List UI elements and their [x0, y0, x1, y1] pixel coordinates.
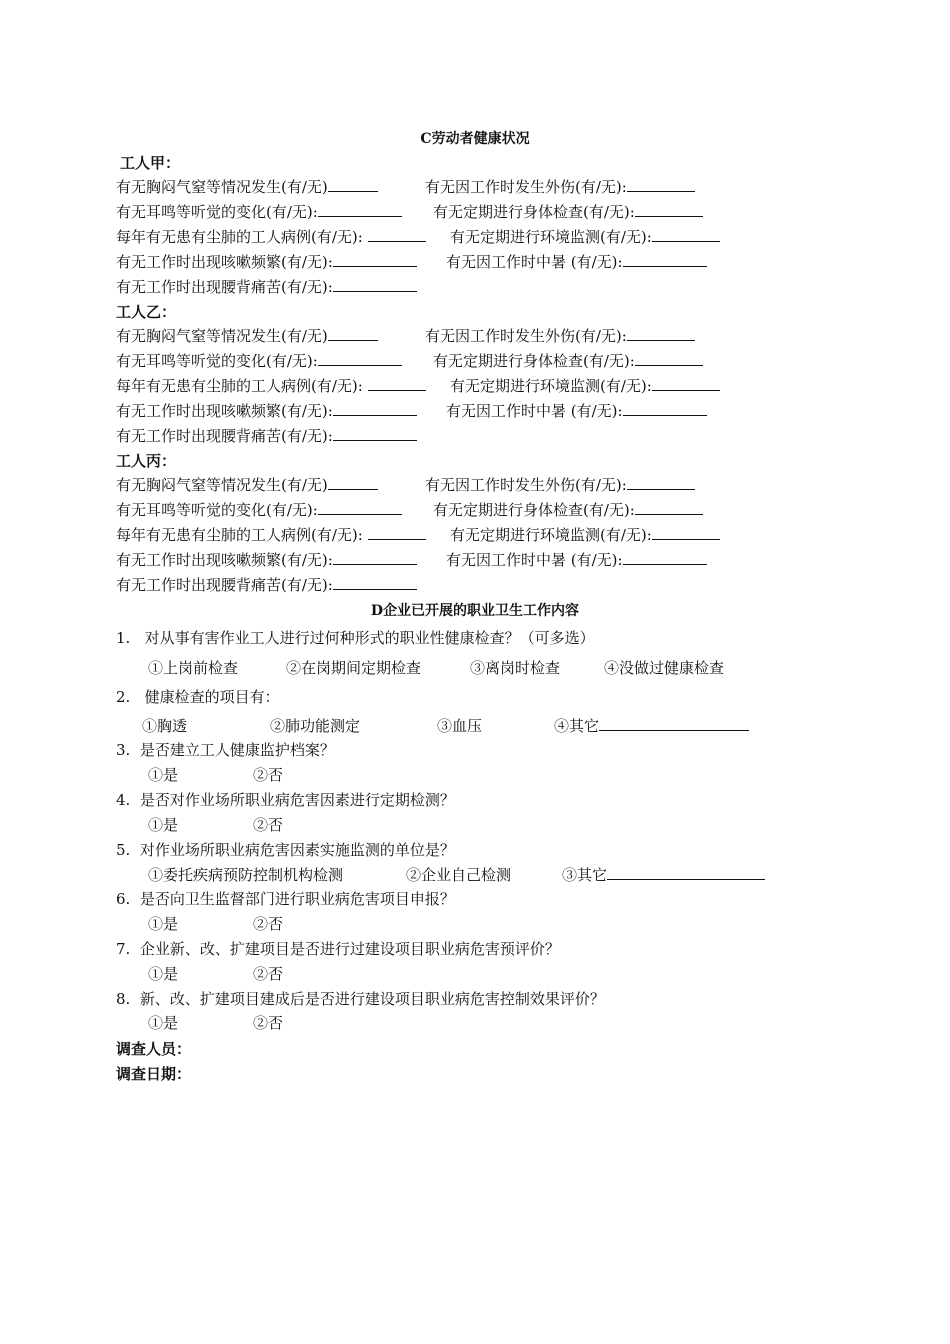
- d-q2-option-4[interactable]: ④其它: [554, 716, 749, 736]
- section-d-title: D企业已开展的职业卫生工作内容: [370, 603, 580, 619]
- worker-c-q8: 有无因工作时中暑 (有/无):: [446, 550, 707, 570]
- d-question-3: 3. 是否建立工人健康监护档案？: [116, 741, 335, 759]
- d-question-2: 2. 健康检查的项目有：: [116, 688, 280, 706]
- worker-a-q7: 有无工作时出现咳嗽频繁(有/无):: [116, 252, 417, 272]
- worker-c-q9: 有无工作时出现腰背痛苦(有/无):: [116, 575, 417, 595]
- worker-a-q8: 有无因工作时中暑 (有/无):: [446, 252, 707, 272]
- worker-a-q1: 有无胸闷气窒等情况发生(有/无): [116, 177, 378, 197]
- d-q4-option-yes[interactable]: ①是: [148, 816, 179, 834]
- worker-b-q3: 有无耳鸣等听觉的变化(有/无):: [116, 351, 402, 371]
- d-question-8: 8. 新、改、扩建项目建成后是否进行建设项目职业病危害控制效果评价？: [116, 990, 605, 1008]
- worker-b-label: 工人乙：: [116, 303, 177, 321]
- worker-a-q2: 有无因工作时发生外伤(有/无):: [425, 177, 695, 197]
- worker-b-q1: 有无胸闷气窒等情况发生(有/无): [116, 326, 378, 346]
- worker-b-q9: 有无工作时出现腰背痛苦(有/无):: [116, 426, 417, 446]
- worker-a-q4: 有无定期进行身体检查(有/无):: [433, 202, 703, 222]
- d-question-4: 4. 是否对作业场所职业病危害因素进行定期检测？: [116, 791, 455, 809]
- d-q5-option-1[interactable]: ①委托疾病预防控制机构检测: [148, 866, 344, 884]
- d-q7-option-no[interactable]: ②否: [253, 965, 284, 983]
- d-q1-option-1[interactable]: ①上岗前检查: [148, 659, 239, 677]
- d-q3-option-no[interactable]: ②否: [253, 766, 284, 784]
- worker-a-q3: 有无耳鸣等听觉的变化(有/无):: [116, 202, 402, 222]
- d-q6-option-yes[interactable]: ①是: [148, 915, 179, 933]
- worker-c-q6: 有无定期进行环境监测(有/无):: [450, 525, 720, 545]
- d-q5-option-2[interactable]: ②企业自己检测: [406, 866, 512, 884]
- worker-a-q9: 有无工作时出现腰背痛苦(有/无):: [116, 277, 417, 297]
- d-q2-option-1[interactable]: ①胸透: [142, 717, 188, 735]
- d-q8-option-no[interactable]: ②否: [253, 1014, 284, 1032]
- worker-c-q5: 每年有无患有尘肺的工人病例(有/无):: [116, 525, 426, 545]
- worker-a-q6: 有无定期进行环境监测(有/无):: [450, 227, 720, 247]
- d-question-6: 6. 是否向卫生监督部门进行职业病危害项目申报？: [116, 890, 455, 908]
- worker-b-q7: 有无工作时出现咳嗽频繁(有/无):: [116, 401, 417, 421]
- d-q4-option-no[interactable]: ②否: [253, 816, 284, 834]
- worker-b-q6: 有无定期进行环境监测(有/无):: [450, 376, 720, 396]
- worker-b-q5: 每年有无患有尘肺的工人病例(有/无):: [116, 376, 426, 396]
- d-q7-option-yes[interactable]: ①是: [148, 965, 179, 983]
- d-q8-option-yes[interactable]: ①是: [148, 1014, 179, 1032]
- worker-a-label: 工人甲：: [120, 154, 181, 172]
- d-question-7: 7. 企业新、改、扩建项目是否进行过建设项目职业病危害预评价？: [116, 940, 560, 958]
- worker-c-label: 工人丙：: [116, 452, 177, 470]
- d-q2-option-3[interactable]: ③血压: [437, 717, 483, 735]
- d-q1-option-2[interactable]: ②在岗期间定期检查: [286, 659, 422, 677]
- worker-a-q5: 每年有无患有尘肺的工人病例(有/无):: [116, 227, 426, 247]
- worker-c-q4: 有无定期进行身体检查(有/无):: [433, 500, 703, 520]
- worker-b-q4: 有无定期进行身体检查(有/无):: [433, 351, 703, 371]
- d-q5-option-3[interactable]: ③其它: [562, 865, 765, 885]
- d-q6-option-no[interactable]: ②否: [253, 915, 284, 933]
- worker-c-q2: 有无因工作时发生外伤(有/无):: [425, 475, 695, 495]
- d-q3-option-yes[interactable]: ①是: [148, 766, 179, 784]
- worker-c-q1: 有无胸闷气窒等情况发生(有/无): [116, 475, 378, 495]
- d-question-1: 1. 对从事有害作业工人进行过何种形式的职业性健康检查？（可多选）: [116, 629, 595, 647]
- worker-c-q7: 有无工作时出现咳嗽频繁(有/无):: [116, 550, 417, 570]
- survey-date-label: 调查日期：: [116, 1065, 192, 1083]
- d-q1-option-3[interactable]: ③离岗时检查: [470, 659, 561, 677]
- d-question-5: 5. 对作业场所职业病危害因素实施监测的单位是？: [116, 841, 455, 859]
- surveyor-label: 调查人员：: [116, 1040, 192, 1058]
- worker-b-q2: 有无因工作时发生外伤(有/无):: [425, 326, 695, 346]
- d-q2-option-2[interactable]: ②肺功能测定: [270, 717, 361, 735]
- worker-c-q3: 有无耳鸣等听觉的变化(有/无):: [116, 500, 402, 520]
- worker-b-q8: 有无因工作时中暑 (有/无):: [446, 401, 707, 421]
- d-q1-option-4[interactable]: ④没做过健康检查: [604, 659, 725, 677]
- section-c-title: C劳动者健康状况: [420, 131, 530, 147]
